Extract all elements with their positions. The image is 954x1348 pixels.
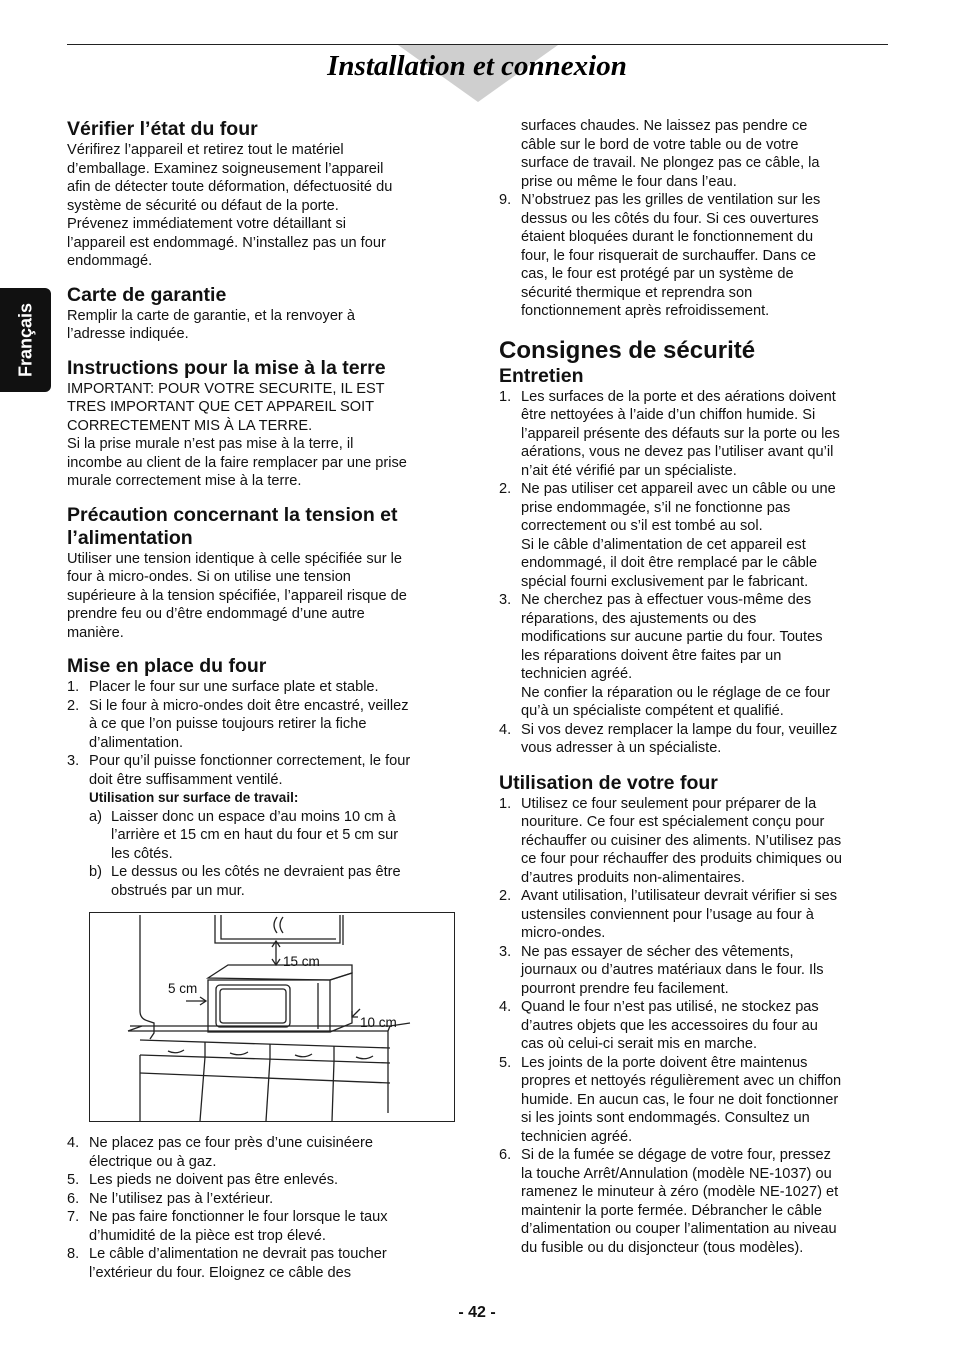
text-line: Si le câble d’alimentation de cet appareil est — [521, 536, 806, 553]
text-line: Les pieds ne doivent pas être enlevés. — [89, 1172, 339, 1188]
list-number: 5. — [67, 1172, 80, 1188]
numbered-list — [499, 191, 892, 321]
list-item — [89, 863, 459, 900]
text-line: doit être suffisamment ventilé. — [89, 771, 283, 788]
list-item — [67, 752, 459, 789]
right-column — [499, 117, 892, 1257]
list-item — [499, 887, 892, 943]
text-line: câble sur le bord de votre table ou de votre — [521, 136, 799, 153]
list-number: 1. — [67, 679, 80, 695]
text-line: Si le four à micro-ondes doit être encastré, veillez — [89, 697, 409, 714]
numbered-list — [67, 1134, 459, 1282]
text-line: cas où celui-ci serait mis en marche. — [521, 1036, 758, 1052]
text-line: humide. En aucun cas, le four ne doit fonctionner — [521, 1091, 839, 1108]
text-line: si les joints sont endommagés. Consultez un — [521, 1110, 810, 1126]
text-line: Si vos devez remplacer la lampe du four, veuillez — [521, 721, 838, 738]
text-line: Les surfaces de la porte et des aérations doivent — [521, 388, 836, 405]
text-line: d’alimentation. — [89, 734, 184, 751]
text-line: surface de travail. Ne plongez pas ce câble, la — [521, 155, 820, 171]
section-title: Instructions pour la mise à la terre — [67, 356, 386, 379]
text-line: n’ait été vérifié par un spécialiste. — [521, 462, 737, 479]
text-line: Les joints de la porte doivent être maintenus — [521, 1054, 808, 1071]
text-line: Vérifirez l’appareil et retirez tout le matériel — [67, 142, 344, 158]
list-number: 3. — [499, 592, 512, 608]
text-line: afin de détecter toute déformation, défectuosité du — [67, 179, 393, 195]
list-item — [67, 697, 459, 753]
list-item — [499, 721, 892, 758]
figure-label-side: 5 cm — [168, 981, 198, 996]
text-line: vous adresser à un spécialiste. — [521, 740, 722, 756]
text-line: Laisser donc un espace d’au moins 10 cm à — [111, 808, 396, 825]
section-body — [67, 550, 459, 643]
list-item — [67, 1190, 459, 1209]
section-terre — [67, 357, 459, 491]
text-line: TRES IMPORTANT QUE CET APPAREIL SOIT — [67, 399, 375, 415]
language-tab — [0, 288, 51, 392]
section-title: Mise en place du four — [67, 655, 267, 677]
text-line: système de sécurité ou défaut de la porte. — [67, 197, 339, 214]
text-line: spécial fourni exclusivement par le fabricant. — [521, 573, 809, 590]
list-item — [499, 191, 892, 321]
list-number: a) — [89, 808, 102, 825]
sub-heading: Utilisation sur surface de travail: a) Laisser donc un espace d’au moins 10 cm à l’arrière et 15 cm en haut du four et 5 cm sur les côtés. b) Le dessus ou les côtés ne devraient pas être obstrués par un mur. — [67, 789, 459, 900]
text-line: endommagé, il doit être remplacé par le câble — [521, 555, 818, 571]
figure-label-top: 15 cm — [283, 954, 320, 969]
text-line: supérieure à la tension spécifiée, l’appareil risque de — [67, 587, 407, 604]
list-number: 4. — [67, 1135, 80, 1151]
text-line: d’emballage. Examinez soigneusement l’appareil — [67, 160, 384, 177]
list-item — [67, 1208, 459, 1245]
text-line: Ne pas faire fonctionner le four lorsque le taux — [89, 1209, 388, 1225]
text-line: sécurité thermique et reprendra son — [521, 284, 753, 301]
text-line: qu’à un spécialiste compétent et qualifié. — [521, 703, 784, 719]
list-number: 3. — [67, 753, 80, 769]
text-line: cas, le four est protégé par un système de — [521, 266, 794, 282]
list-item — [89, 808, 459, 864]
oven-placement-figure — [89, 912, 455, 1122]
text-line: réchauffer ou cuisiner des aliments. N’utilisez pas — [521, 832, 842, 849]
text-line: CORRECTEMENT MIS À LA TERRE. — [67, 417, 313, 434]
text-line: Quand le four n’est pas utilisé, ne stockez pas — [521, 999, 819, 1015]
list-item — [499, 795, 892, 888]
text-line: ustensiles conviennent pour l’usage au four à — [521, 906, 814, 923]
text-line: l’appareil est endommagé. N’installez pas un four — [67, 234, 386, 251]
text-line: l’appareil présente des défauts sur la porte ou les — [521, 425, 840, 442]
text-line: propres et nettoyés régulièrement avec un chiffon — [521, 1073, 842, 1089]
section-tension — [67, 504, 459, 643]
text-line: Pour qu’il puisse fonctionner correctement, le four — [89, 753, 411, 769]
figure-label-back: 10 cm — [360, 1015, 397, 1030]
text-line: maintenir la porte fermée. Débrancher le câble — [521, 1202, 822, 1219]
text-line: être nettoyées à l’aide d’un chiffon humide. Si — [521, 407, 816, 423]
numbered-list — [499, 795, 892, 1258]
text-line: Ne confier la réparation ou le réglage de ce four — [521, 684, 831, 701]
text-line: micro-ondes. — [521, 925, 606, 941]
list-item — [67, 678, 459, 697]
text-line: à ce que l’on puisse toujours retirer la fiche — [89, 716, 367, 732]
list-number: 4. — [499, 999, 512, 1015]
text-line: prise endommagée, s’il ne fonctionne pas — [521, 499, 791, 516]
section-body — [67, 141, 459, 271]
page-title: Installation et connexion — [327, 50, 627, 82]
text-line: Le câble d’alimentation ne devrait pas toucher — [89, 1246, 387, 1262]
text-line: étaient bloquées durant le fonctionnement du — [521, 229, 814, 245]
text-line: aérations, vous ne devez pas l’utiliser avant qu’il — [521, 444, 834, 460]
text-line: les réparations doivent être faites par un — [521, 647, 782, 664]
text-line: Si la prise murale n’est pas mise à la terre, il — [67, 436, 354, 452]
text-line: prendre feu ou d’être endommagé d’une autre — [67, 606, 365, 622]
section-title: Carte de garantie — [67, 283, 227, 306]
page-number: - 42 - — [458, 1304, 496, 1321]
list-item — [499, 388, 892, 481]
text-line: N’obstruez pas les grilles de ventilation sur les — [521, 192, 821, 208]
list-item — [499, 943, 892, 999]
text-line: l’extérieur du four. Eloignez ce câble des — [89, 1264, 352, 1281]
text-line: nouriture. Ce four est spécialement conçu pour — [521, 814, 825, 830]
list-number: 3. — [499, 943, 512, 960]
text-line: du fusible ou du disjoncteur (tous modèles). — [521, 1239, 804, 1256]
utilisation-heading: Utilisation de votre four — [499, 771, 718, 794]
list-item — [499, 1054, 892, 1147]
list-number: 2. — [499, 888, 512, 904]
list-number: 6. — [67, 1190, 80, 1207]
text-line: l’arrière et 15 cm en haut du four et 5 cm sur — [111, 827, 399, 843]
list-number: 2. — [499, 481, 512, 497]
entretien-heading: Entretien — [499, 364, 584, 387]
text-line: Ne l’utilisez pas à l’extérieur. — [89, 1190, 274, 1207]
list-item — [499, 591, 892, 721]
text-line: électrique ou à gaz. — [89, 1153, 217, 1170]
text-line: fonctionnement après refroidissement. — [521, 303, 770, 319]
text-line: prise ou même le four dans l’eau. — [521, 173, 737, 190]
text-line: incombe au client de la faire remplacer par une prise — [67, 454, 407, 471]
list-number: 1. — [499, 795, 512, 812]
list-item — [67, 1171, 459, 1190]
text-line: obstrués par un mur. — [111, 882, 245, 899]
list-number: 9. — [499, 192, 512, 208]
lettered-list — [89, 808, 459, 901]
list-item — [67, 1245, 459, 1282]
text-line: d’autres produits non-alimentaires. — [521, 869, 745, 886]
text-line: les côtés. — [111, 845, 173, 862]
text-line: murale correctement mise à la terre. — [67, 473, 302, 489]
text-line: Ne pas essayer de sécher des vêtements, — [521, 943, 794, 960]
text-line: d’humidité de la pièce est trop élevé. — [89, 1227, 326, 1244]
numbered-list — [499, 388, 892, 758]
text-line: Avant utilisation, l’utilisateur devrait vérifier si ses — [521, 888, 838, 904]
list-item — [499, 480, 892, 591]
list-item — [499, 1146, 892, 1257]
list-number: 2. — [67, 697, 80, 714]
numbered-list — [67, 678, 459, 789]
text-line: Si de la fumée se dégage de votre four, pressez — [521, 1147, 831, 1163]
text-line: Utilisez ce four seulement pour préparer de la — [521, 795, 817, 812]
text-line: four à micro-ondes. Si on utilise une tension — [67, 569, 351, 585]
section-body — [67, 307, 459, 344]
consignes-heading: Consignes de sécurité — [499, 336, 756, 364]
text-line: correctement ou s’il est tombé au sol. — [521, 518, 763, 534]
text-line: Le dessus ou les côtés ne devraient pas être — [111, 864, 401, 880]
list-item — [67, 1134, 459, 1171]
text-line: d’alimentation ou couper l’alimentation au niveau — [521, 1221, 837, 1237]
oven-illustration — [90, 913, 454, 1121]
text-line: technicien agréé. — [521, 1128, 633, 1145]
text-line: endommagé. — [67, 253, 153, 269]
text-line: Placer le four sur une surface plate et stable. — [89, 679, 379, 695]
section-garantie — [67, 284, 459, 344]
section-body — [67, 380, 459, 491]
text-line: Prévenez immédiatement votre détaillant si — [67, 216, 347, 232]
list-number: 8. — [67, 1246, 80, 1262]
text-line: four, le four risquerait de surchauffer. Dans ce — [521, 247, 817, 264]
section-verifier — [67, 118, 459, 271]
text-line: la touche Arrêt/Annulation (modèle NE-1037) ou — [521, 1165, 832, 1182]
text-line: Ne cherchez pas à effectuer vous-même des — [521, 592, 812, 608]
left-column — [67, 118, 459, 1282]
text-line: dessus ou les côtés du four. Si ces ouvertures — [521, 210, 819, 227]
section-mise-en-place — [67, 655, 459, 1282]
list-number: 7. — [67, 1209, 80, 1225]
list-item — [499, 998, 892, 1054]
language-tab-label: Français — [15, 302, 35, 378]
text-line: surfaces chaudes. Ne laissez pas pendre ce — [521, 118, 808, 134]
section-title: Vérifier l’état du four — [67, 118, 258, 140]
continued-text — [499, 117, 892, 191]
text-line: pourront prendre feu facilement. — [521, 980, 729, 997]
list-number: 5. — [499, 1054, 512, 1071]
text-line: Ne pas utiliser cet appareil avec un câble ou une — [521, 481, 836, 497]
text-line: réparations, des ajustements ou des — [521, 610, 757, 627]
text-line: Ne placez pas ce four près d’une cuisinéere — [89, 1135, 373, 1151]
list-number: 1. — [499, 388, 512, 405]
text-line: manière. — [67, 624, 124, 641]
section-title: Précaution concernant la tension et l’alimentation — [67, 503, 398, 549]
list-number: 6. — [499, 1147, 512, 1163]
text-line: ce four pour réchauffer des produits chimiques ou — [521, 851, 842, 867]
text-line: IMPORTANT: POUR VOTRE SECURITE, IL EST — [67, 380, 385, 397]
text-line: Remplir la carte de garantie, et la renvoyer à — [67, 307, 355, 324]
list-number: 4. — [499, 721, 512, 738]
text-line: l’adresse indiquée. — [67, 326, 189, 342]
text-line: Utiliser une tension identique à celle spécifiée sur le — [67, 550, 403, 567]
list-number: b) — [89, 864, 102, 880]
text-line: ramenez le minuteur à zéro (modèle NE-1027) et — [521, 1184, 839, 1200]
text-line: modifications sur aucune partie du four. Toutes — [521, 629, 823, 645]
text-line: technicien agréé. — [521, 666, 633, 682]
text-line: journaux ou d’autres matériaux dans le four. Ils — [521, 962, 824, 978]
text-line: d’autres objets que les accessoires du four au — [521, 1017, 818, 1034]
